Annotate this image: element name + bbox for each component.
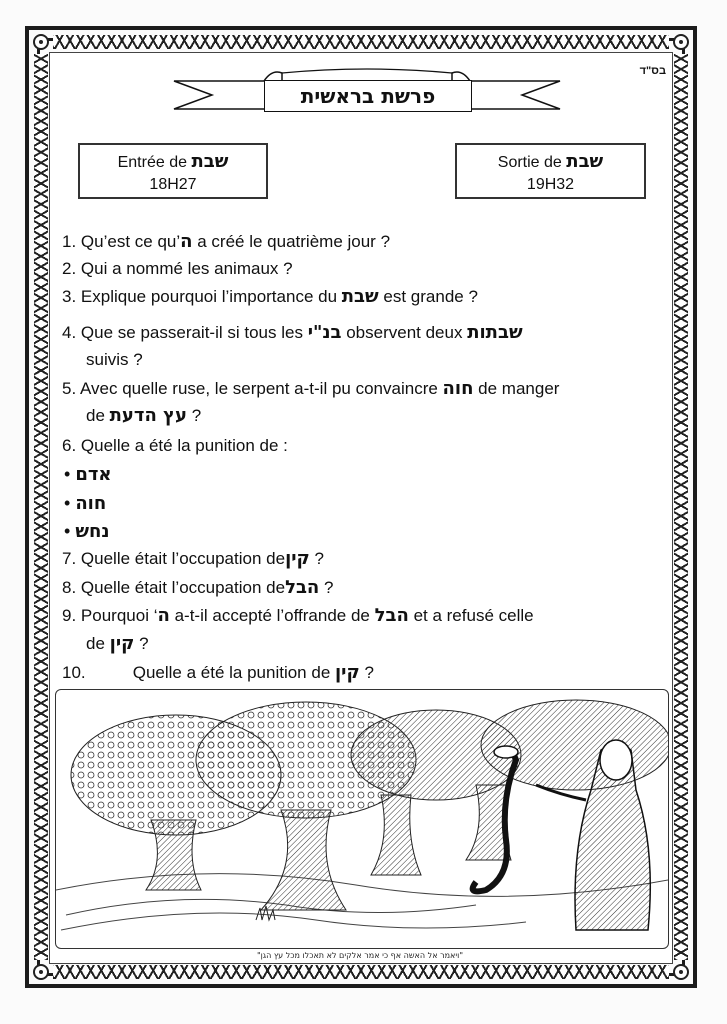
question-text: Quelle était l’occupation de — [80, 549, 286, 568]
question-3 — [62, 286, 478, 307]
question-2 — [62, 259, 293, 279]
hebrew-word: ה — [157, 605, 170, 626]
question-text: Quelle a été la punition de : — [80, 436, 288, 455]
question-8 — [62, 577, 333, 598]
question-number: 2. — [62, 259, 77, 278]
hebrew-word: נחש — [75, 521, 110, 542]
question-7 — [62, 548, 324, 569]
garden-illustration — [55, 689, 669, 949]
exit-label: Sortie de — [497, 154, 562, 171]
exit-shabbat-word: שבת — [566, 151, 604, 172]
tree-serpent-eve-illustration — [56, 690, 668, 948]
hebrew-word: עץ הדעת — [109, 405, 188, 426]
question-number: 1. — [62, 232, 77, 251]
question-10 — [62, 662, 374, 683]
question-text: de — [86, 634, 110, 653]
question-text: Explique pourquoi l’importance du — [80, 287, 342, 306]
hebrew-word: חוה — [442, 378, 474, 399]
question-4-continued: suivis ? — [86, 350, 143, 369]
question-text: ? — [309, 549, 324, 568]
hebrew-word: קין — [335, 662, 360, 683]
frame-braid-left — [34, 54, 48, 960]
hebrew-word: אדם — [75, 464, 112, 485]
hebrew-word: ה — [180, 231, 193, 252]
question-text: Qui a nommé les animaux ? — [80, 259, 293, 278]
question-text: Quelle était l’occupation de — [80, 578, 286, 597]
frame-braid-top — [53, 35, 669, 49]
entry-time: 18H27 — [149, 176, 197, 193]
shabbat-exit-box — [455, 143, 646, 199]
question-9 — [62, 605, 534, 626]
question-text: Quelle a été la punition de — [132, 663, 335, 682]
bullet-item: • חוה — [64, 493, 107, 514]
frame-corner-knot — [33, 34, 49, 50]
worksheet-content — [49, 52, 673, 964]
question-number: 10. — [62, 663, 86, 682]
question-text: ? — [359, 663, 374, 682]
illustration-caption: "ויאמר אל האשה אף כי אמר אלקים לא תאכלו מכל עץ הגן" — [256, 951, 464, 960]
hebrew-word: חוה — [75, 493, 107, 514]
question-number: 8. — [62, 578, 77, 597]
frame-braid-bottom — [53, 965, 669, 979]
hebrew-word: הבל — [285, 577, 320, 598]
question-text: a créé le quatrième jour ? — [192, 232, 391, 251]
question-text: de manger — [473, 379, 560, 398]
question-9-continued — [86, 633, 149, 654]
question-number: 5. — [62, 379, 77, 398]
hebrew-word: שבת — [341, 286, 379, 307]
bullet-item: • אדם — [64, 464, 112, 485]
question-6 — [62, 436, 288, 456]
question-text: Avec quelle ruse, le serpent a-t-il pu convaincre — [79, 379, 443, 398]
question-1 — [62, 231, 390, 252]
bullet-item: • נחש — [64, 521, 110, 542]
question-5-continued — [86, 405, 201, 426]
question-number: 7. — [62, 549, 77, 568]
question-text: est grande ? — [378, 287, 478, 306]
question-number: 6. — [62, 436, 77, 455]
frame-corner-knot — [673, 964, 689, 980]
question-number: 4. — [62, 323, 77, 342]
hebrew-word: קין — [285, 548, 310, 569]
shabbat-entry-box — [78, 143, 268, 199]
hebrew-word: קין — [109, 633, 135, 654]
question-text: observent deux — [341, 323, 468, 342]
frame-corner-knot — [33, 964, 49, 980]
question-text: Que se passerait-il si tous les — [80, 323, 308, 342]
hebrew-word: שבתות — [467, 322, 523, 343]
question-4 — [62, 322, 523, 343]
hebrew-word: הבל — [374, 605, 409, 626]
question-text: ? — [187, 406, 202, 425]
hebrew-word: בנ"י — [307, 322, 342, 343]
exit-time: 19H32 — [526, 176, 575, 193]
question-text: et a refusé celle — [408, 606, 534, 625]
question-text: Pourquoi ‘ — [80, 606, 158, 625]
entry-shabbat-word: שבת — [191, 151, 229, 172]
frame-braid-right — [674, 54, 688, 960]
parasha-title: פרשת בראשית — [264, 80, 472, 112]
question-number: 3. — [62, 287, 77, 306]
question-text: a-t-il accepté l’offrande de — [169, 606, 375, 625]
question-text: de — [86, 406, 110, 425]
question-5 — [62, 378, 559, 399]
entry-label: Entrée de — [117, 154, 187, 171]
question-number: 9. — [62, 606, 77, 625]
corner-mark: בס"ד — [639, 65, 666, 77]
question-text: ? — [134, 634, 149, 653]
question-text: ? — [319, 578, 334, 597]
frame-corner-knot — [673, 34, 689, 50]
title-banner — [172, 67, 562, 127]
question-text: Qu’est ce qu’ — [80, 232, 181, 251]
